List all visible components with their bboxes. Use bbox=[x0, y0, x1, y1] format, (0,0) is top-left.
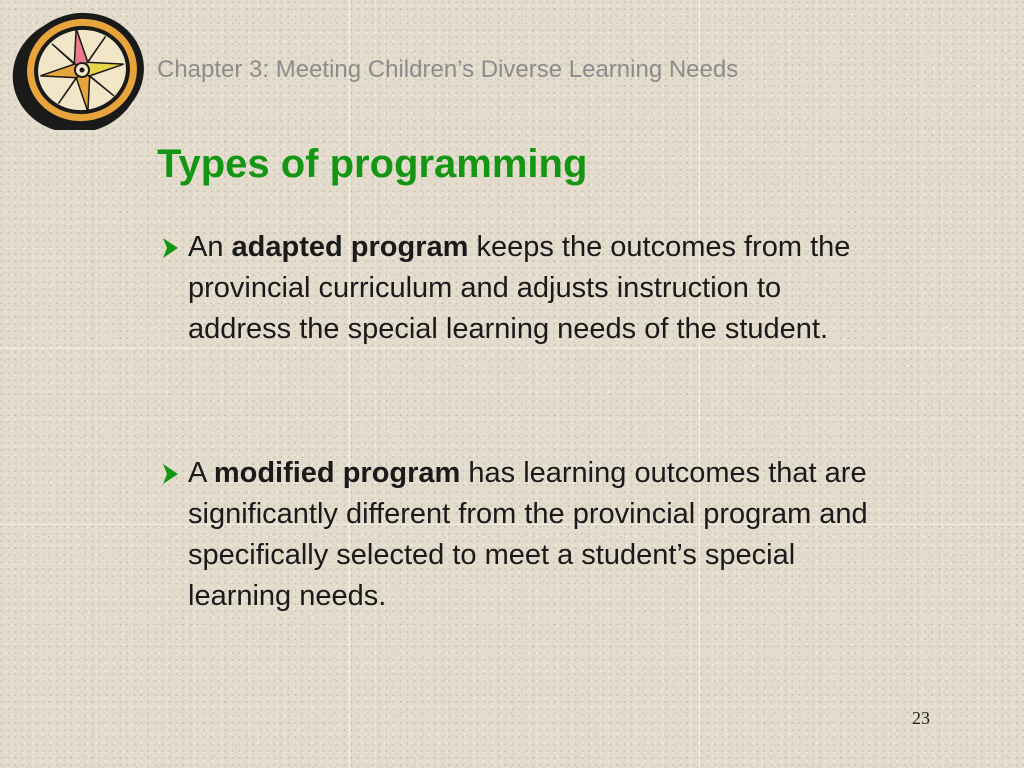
bullet-adapted-program bbox=[160, 227, 880, 350]
arrow-bullet-icon bbox=[160, 227, 182, 268]
bullet-description: keeps the outcomes from the provincial curriculum and adjusts instruction to address the special learning needs of the student. bbox=[188, 231, 851, 345]
slide-title: Types of programming bbox=[157, 142, 588, 186]
bullet-text bbox=[188, 453, 880, 617]
background-seam bbox=[349, 0, 350, 768]
bullet-modified-program bbox=[160, 453, 880, 617]
bullet-term: adapted program bbox=[231, 231, 469, 263]
bullet-description: has learning outcomes that are significantly different from the provincial program and specifically selected to meet a student’s special learning needs. bbox=[188, 457, 868, 612]
background-seam bbox=[699, 0, 700, 768]
bullet-prefix: A bbox=[188, 457, 214, 489]
compass-rose-icon bbox=[8, 6, 148, 130]
page-number: 23 bbox=[912, 708, 930, 728]
bullet-prefix: An bbox=[188, 231, 232, 263]
bullet-term: modified program bbox=[213, 457, 461, 489]
chapter-header: Chapter 3: Meeting Children’s Diverse Learning Needs bbox=[157, 56, 739, 83]
arrow-bullet-icon bbox=[160, 453, 182, 494]
bullet-text bbox=[188, 227, 880, 350]
